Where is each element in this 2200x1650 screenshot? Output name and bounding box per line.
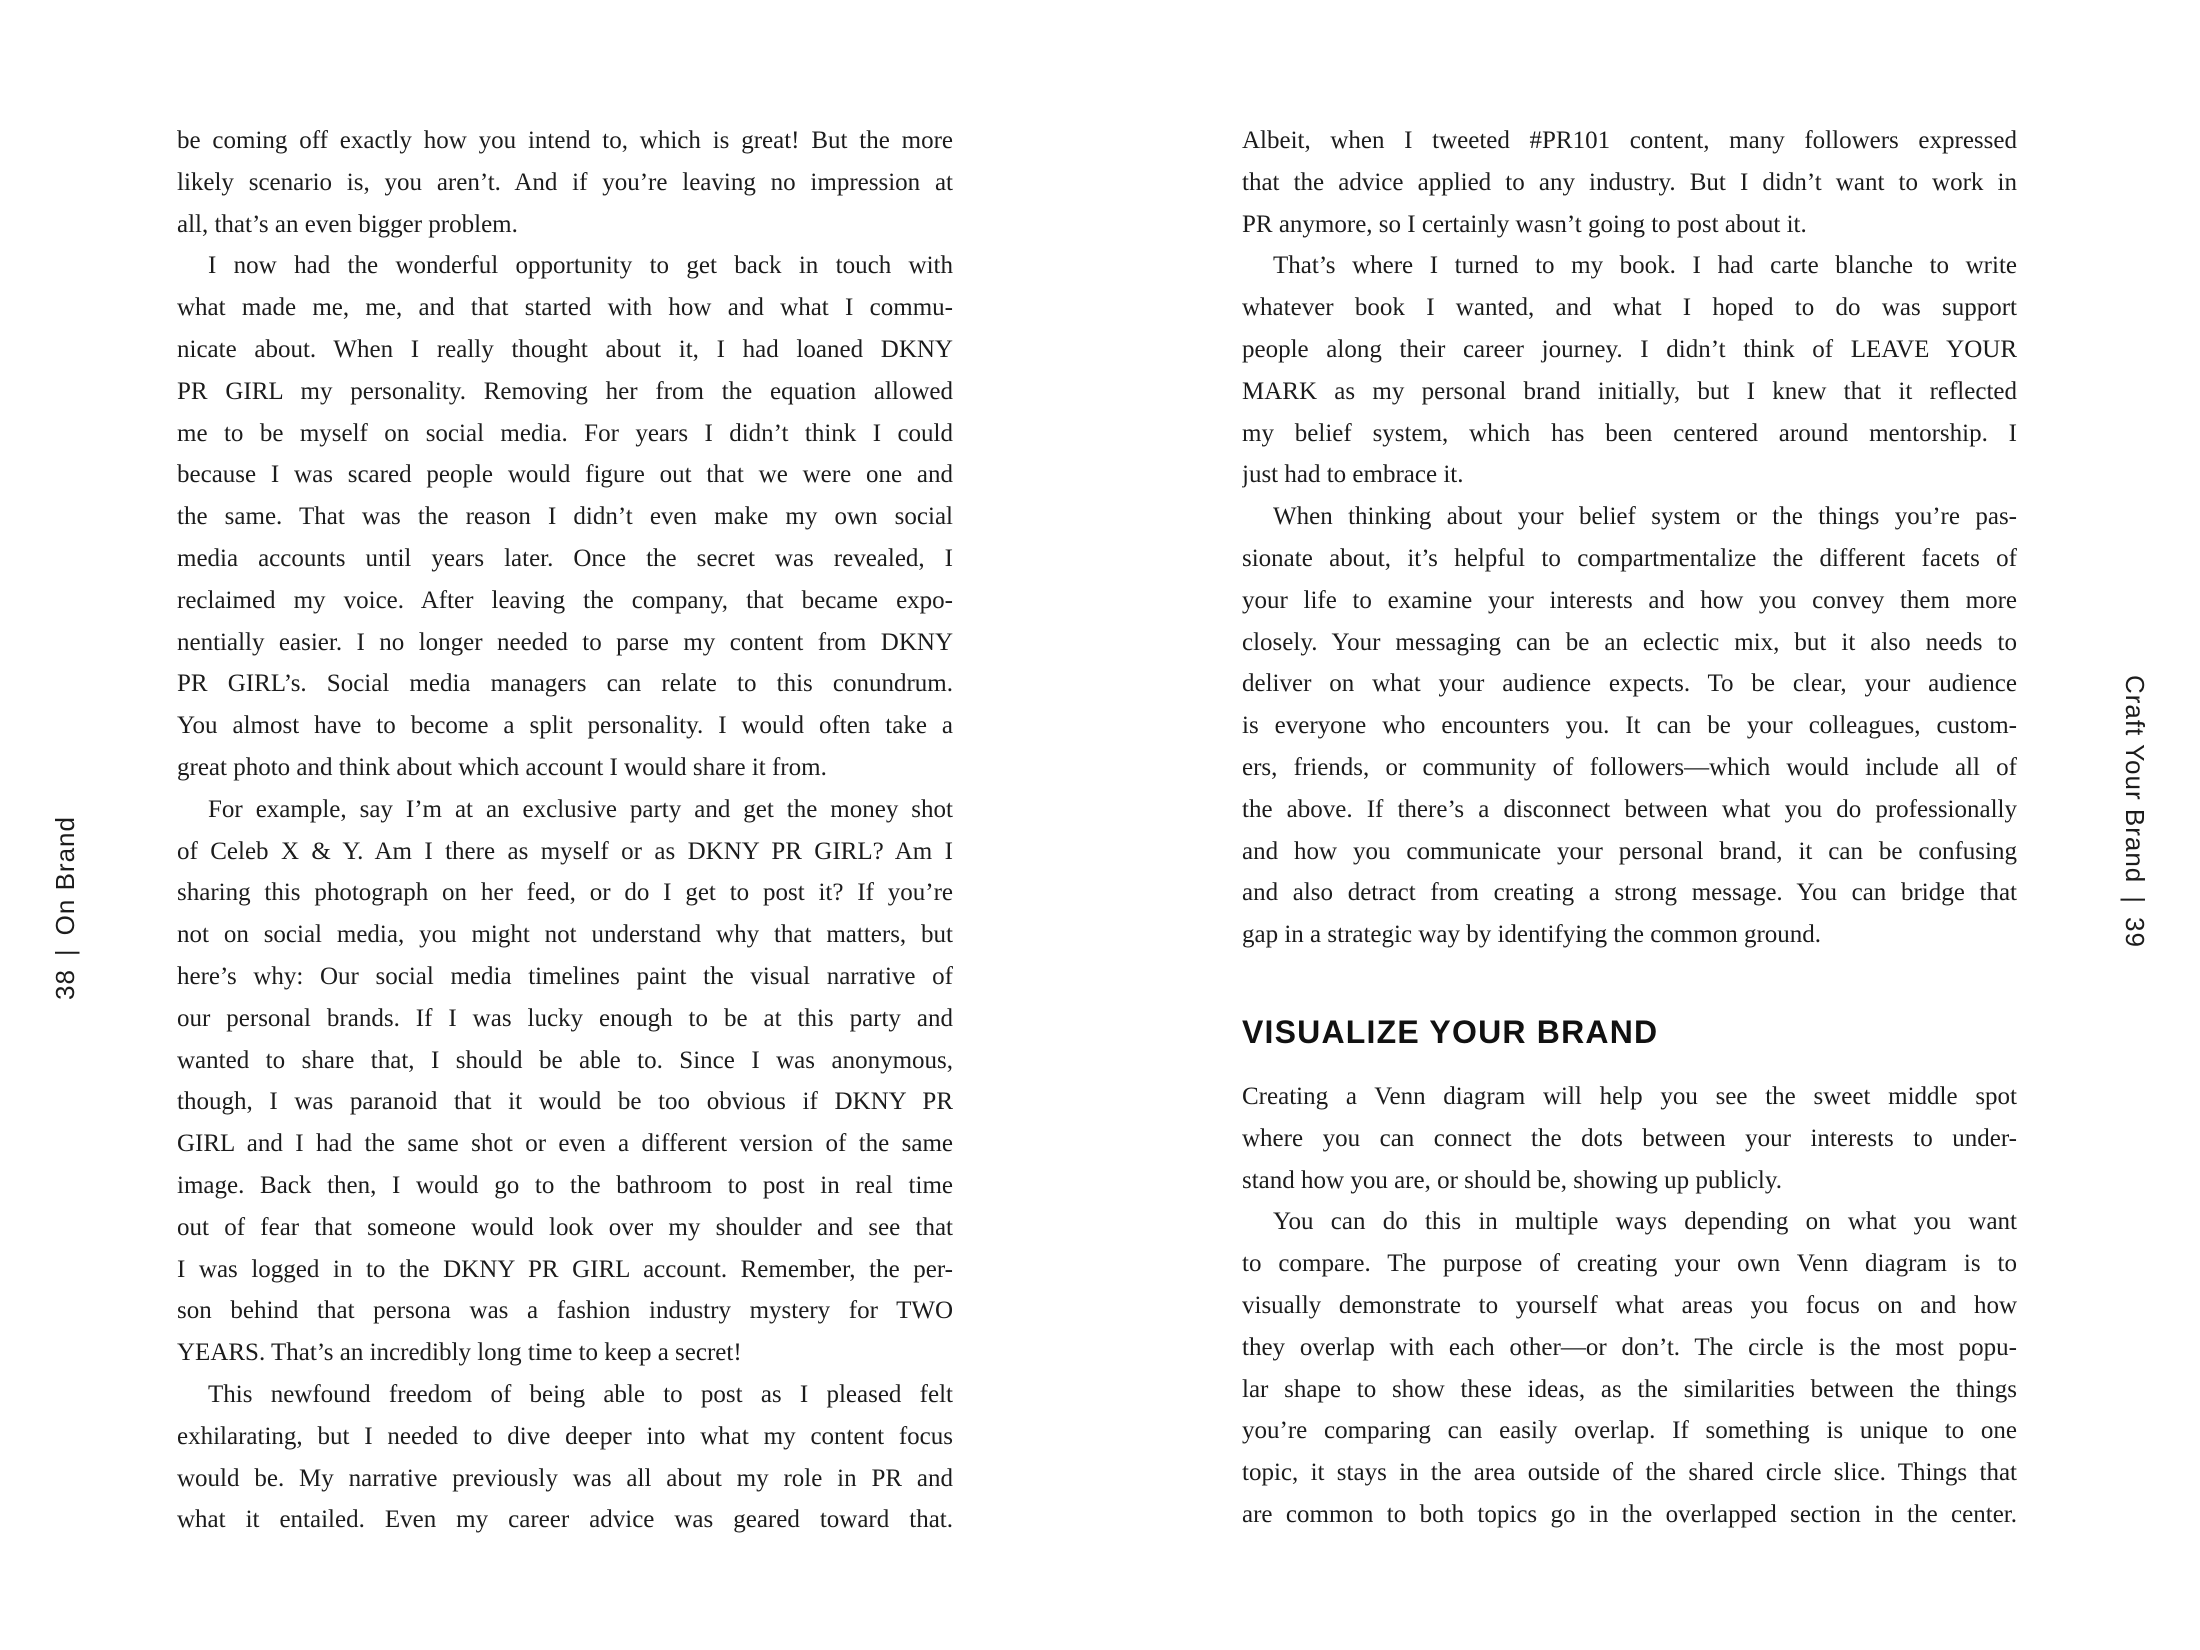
left-page-text-column xyxy=(177,120,953,1541)
right-page-text-column xyxy=(1242,120,2017,1536)
text-line: nentially easier. I no longer needed to parse my content from DKNY xyxy=(177,628,953,656)
text-line: not on social media, you might not understand why that matters, but xyxy=(177,921,953,949)
text-line: of Celeb X & Y. Am I there as myself or as DKNY PR GIRL? Am I xyxy=(177,837,953,865)
text-line: media accounts until years later. Once the secret was revealed, I xyxy=(177,544,953,572)
text-line: You can do this in multiple ways depending on what you want xyxy=(1273,1208,2017,1236)
text-line: son behind that persona was a fashion industry mystery for TWO xyxy=(177,1297,953,1325)
text-line: When thinking about your belief system or the things you’re pas- xyxy=(1273,503,2017,531)
text-line: you’re comparing can easily overlap. If something is unique to one xyxy=(1242,1417,2017,1445)
text-line: where you can connect the dots between your interests to under- xyxy=(1242,1124,2017,1152)
text-line: deliver on what your audience expects. To be clear, your audience xyxy=(1242,670,2017,698)
text-line: are common to both topics go in the overlapped section in the center. xyxy=(1242,1500,2017,1528)
text-line: they overlap with each other—or don’t. The circle is the most popu- xyxy=(1242,1333,2017,1361)
text-line: GIRL and I had the same shot or even a different version of the same xyxy=(177,1130,953,1158)
text-line: wanted to share that, I should be able to. Since I was anonymous, xyxy=(177,1046,953,1074)
text-line: I was logged in to the DKNY PR GIRL account. Remember, the per- xyxy=(177,1255,953,1283)
text-line: This newfound freedom of being able to post as I pleased felt xyxy=(208,1380,953,1408)
text-line: me to be myself on social media. For years I didn’t think I could xyxy=(177,419,953,447)
text-line: sionate about, it’s helpful to compartmentalize the different facets of xyxy=(1242,544,2017,572)
text-line: whatever book I wanted, and what I hoped to do was support xyxy=(1242,294,2017,322)
text-line: out of fear that someone would look over my shoulder and see that xyxy=(177,1213,953,1241)
text-line: the above. If there’s a disconnect between what you do professionally xyxy=(1242,795,2017,823)
text-line: lar shape to show these ideas, as the similarities between the things xyxy=(1242,1375,2017,1403)
text-line: YEARS. That’s an incredibly long time to keep a secret! xyxy=(177,1339,742,1367)
text-line: our personal brands. If I was lucky enough to be at this party and xyxy=(177,1004,953,1032)
text-line: visually demonstrate to yourself what areas you focus on and how xyxy=(1242,1291,2017,1319)
text-line: You almost have to become a split personality. I would often take a xyxy=(177,712,953,740)
right-margin-separator: | xyxy=(2120,896,2150,904)
text-line: PR GIRL’s. Social media managers can relate to this conundrum. xyxy=(177,670,953,698)
text-line: though, I was paranoid that it would be too obvious if DKNY PR xyxy=(177,1088,953,1116)
text-line: likely scenario is, you aren’t. And if you’re leaving no impression at xyxy=(177,168,953,196)
text-line: here’s why: Our social media timelines paint the visual narrative of xyxy=(177,962,953,990)
text-line: Albeit, when I tweeted #PR101 content, many followers expressed xyxy=(1242,127,2017,154)
text-line: That’s where I turned to my book. I had carte blanche to write xyxy=(1273,252,2017,280)
text-line: and also detract from creating a strong message. You can bridge that xyxy=(1242,879,2017,907)
text-line: PR GIRL my personality. Removing her from the equation allowed xyxy=(177,377,953,405)
text-line: to compare. The purpose of creating your own Venn diagram is to xyxy=(1242,1250,2017,1278)
left-margin-running-head xyxy=(50,816,80,1000)
right-page-number: 39 xyxy=(2120,917,2150,948)
right-margin-running-head xyxy=(2120,675,2150,948)
text-line: reclaimed my voice. After leaving the company, that became expo- xyxy=(177,586,953,614)
text-line: would be. My narrative previously was all about my role in PR and xyxy=(177,1464,953,1492)
text-line: sharing this photograph on her feed, or do I get to post it? If you’re xyxy=(177,879,953,907)
text-line: ers, friends, or community of followers—which would include all of xyxy=(1242,753,2017,781)
text-line: what made me, me, and that started with how and what I commu- xyxy=(177,294,953,322)
text-line: nicate about. When I really thought about it, I had loaned DKNY xyxy=(177,335,953,363)
text-line: PR anymore, so I certainly wasn’t going to post about it. xyxy=(1242,210,1807,238)
text-line: what it entailed. Even my career advice was geared toward that. xyxy=(177,1506,953,1534)
text-line: image. Back then, I would go to the bathroom to post in real time xyxy=(177,1171,953,1199)
text-line: For example, say I’m at an exclusive party and get the money shot xyxy=(208,795,953,823)
text-line: and how you communicate your personal brand, it can be confusing xyxy=(1242,837,2017,865)
text-line: closely. Your messaging can be an eclectic mix, but it also needs to xyxy=(1242,628,2017,656)
left-margin-separator: | xyxy=(50,948,80,957)
text-line: is everyone who encounters you. It can be your colleagues, custom- xyxy=(1242,712,2017,740)
text-line: great photo and think about which account I would share it from. xyxy=(177,753,827,781)
text-line: just had to embrace it. xyxy=(1242,461,1464,489)
text-line: my belief system, which has been centered around mentorship. I xyxy=(1242,419,2017,447)
text-line: gap in a strategic way by identifying the common ground. xyxy=(1242,921,1822,949)
text-line: because I was scared people would figure out that we were one and xyxy=(177,461,953,489)
text-line: that the advice applied to any industry. But I didn’t want to work in xyxy=(1242,168,2017,196)
section-heading: VISUALIZE YOUR BRAND xyxy=(1242,1013,1659,1050)
text-line: stand how you are, or should be, showing up publicly. xyxy=(1242,1166,1782,1194)
text-line: the same. That was the reason I didn’t even make my own social xyxy=(177,503,953,531)
text-line: Creating a Venn diagram will help you see the sweet middle spot xyxy=(1242,1082,2017,1110)
text-line: all, that’s an even bigger problem. xyxy=(177,210,518,238)
text-line: exhilarating, but I needed to dive deeper into what my content focus xyxy=(177,1422,953,1450)
text-line: MARK as my personal brand initially, but I knew that it reflected xyxy=(1242,377,2017,405)
right-running-head-title: Craft Your Brand xyxy=(2120,675,2150,884)
text-line: be coming off exactly how you intend to, which is great! But the more xyxy=(177,127,953,154)
text-line: your life to examine your interests and how you convey them more xyxy=(1242,586,2017,614)
text-line: I now had the wonderful opportunity to get back in touch with xyxy=(208,252,953,280)
left-page-number: 38 xyxy=(50,969,80,1000)
left-running-head-title: On Brand xyxy=(50,816,80,936)
text-line: topic, it stays in the area outside of the shared circle slice. Things that xyxy=(1242,1459,2017,1487)
text-line: people along their career journey. I didn’t think of LEAVE YOUR xyxy=(1242,335,2017,363)
